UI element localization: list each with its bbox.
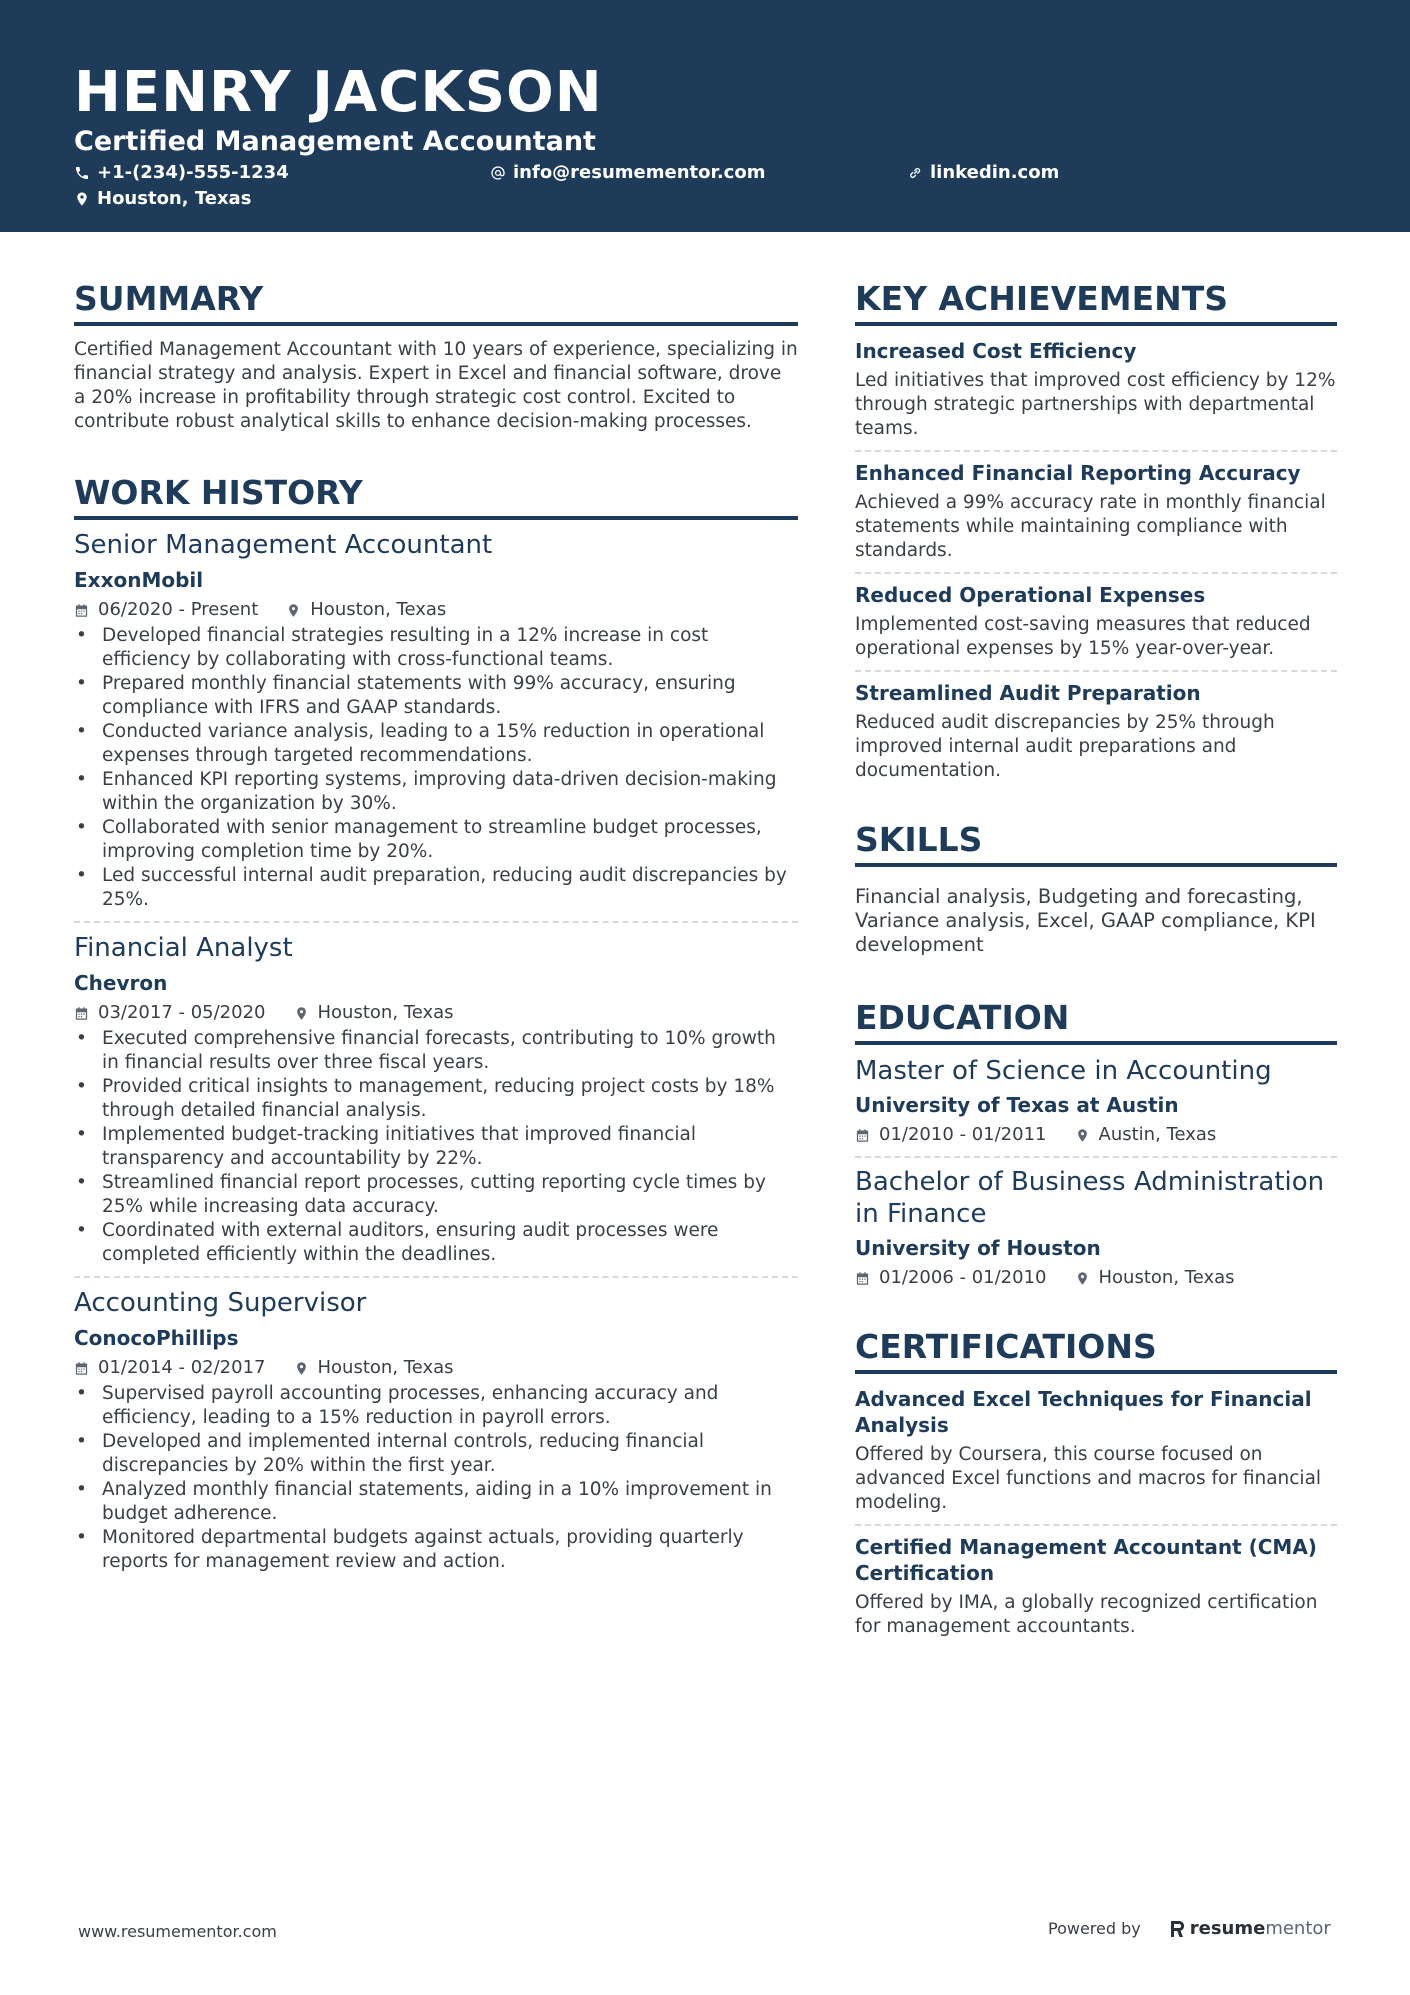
job-company: ExxonMobil bbox=[74, 568, 204, 592]
bullet-item: • Developed and implemented internal controls, reducing financial discrepancies by 20% within the first year. bbox=[74, 1430, 798, 1478]
job-title: Financial Analyst bbox=[74, 933, 293, 963]
job-title: Senior Management Accountant bbox=[74, 530, 493, 560]
job-title: Accounting Supervisor bbox=[74, 1288, 367, 1318]
achievement-title: Enhanced Financial Reporting Accuracy bbox=[855, 461, 1301, 485]
candidate-title: Certified Management Accountant bbox=[74, 126, 596, 157]
skills-text: Financial analysis, Budgeting and forecasting, Variance analysis, Excel, GAAP compliance, KPI development bbox=[855, 885, 1316, 956]
certification-desc: Offered by Coursera, this course focused on advanced Excel functions and macros for financial modeling. bbox=[855, 1444, 1322, 1513]
job-bullets bbox=[74, 1027, 798, 1267]
education-school: University of Houston bbox=[855, 1236, 1101, 1260]
bullet-item: • Implemented budget-tracking initiatives that improved financial transparency and accountability by 22%. bbox=[74, 1123, 798, 1171]
map-pin-icon bbox=[294, 1006, 309, 1021]
job-bullets bbox=[74, 1382, 798, 1574]
education-degree: Bachelor of Business Administration in Finance bbox=[855, 1167, 1325, 1229]
education-location: Austin, Texas bbox=[1098, 1124, 1217, 1145]
job-entry bbox=[74, 931, 798, 1267]
left-column bbox=[74, 278, 798, 1574]
contact-linkedin[interactable] bbox=[907, 160, 1059, 186]
contact-phone[interactable] bbox=[74, 160, 289, 186]
bullet-item: • Led successful internal audit preparation, reducing audit discrepancies by 25%. bbox=[74, 864, 798, 912]
bullet-item: • Coordinated with external auditors, ensuring audit processes were completed efficiently within the deadlines. bbox=[74, 1219, 798, 1267]
education-degree: Master of Science in Accounting bbox=[855, 1056, 1272, 1086]
at-icon bbox=[490, 165, 506, 181]
education-location: Houston, Texas bbox=[1098, 1267, 1235, 1288]
resumementor-logo-icon bbox=[1169, 1920, 1185, 1938]
map-pin-icon bbox=[1075, 1128, 1090, 1143]
job-meta bbox=[74, 598, 798, 622]
certification-item bbox=[855, 1534, 1337, 1639]
bullet-item: • Monitored departmental budgets against actuals, providing quarterly reports for management review and action. bbox=[74, 1526, 798, 1574]
achievement-desc: Reduced audit discrepancies by 25% through improved internal audit preparations and documentation. bbox=[855, 712, 1275, 781]
bullet-item: • Conducted variance analysis, leading to a 15% reduction in operational expenses through targeted recommendations. bbox=[74, 720, 798, 768]
divider bbox=[855, 1156, 1337, 1158]
summary-heading: SUMMARY bbox=[74, 278, 798, 326]
summary-section bbox=[74, 278, 798, 434]
certifications-section bbox=[855, 1326, 1337, 1639]
bullet-item: • Analyzed monthly financial statements, aiding in a 10% improvement in budget adherence. bbox=[74, 1478, 798, 1526]
calendar-icon bbox=[855, 1128, 870, 1143]
summary-text: Certified Management Accountant with 10 years of experience, specializing in financial strategy and analysis. Expert in Excel and financial software, drove a 20% increase in profitability through strategic cost control. Excited to contribute robust analytical skills to enhance decision-making processes. bbox=[74, 339, 798, 432]
achievement-title: Increased Cost Efficiency bbox=[855, 339, 1137, 363]
map-pin-icon bbox=[74, 191, 90, 207]
right-column bbox=[855, 278, 1337, 1639]
job-dates: 03/2017 - 05/2020 bbox=[98, 1002, 266, 1023]
job-dates: 06/2020 - Present bbox=[98, 599, 259, 620]
header bbox=[0, 0, 1410, 232]
achievement-title: Streamlined Audit Preparation bbox=[855, 681, 1201, 705]
location-text: Houston, Texas bbox=[97, 188, 252, 209]
footer-website[interactable]: www.resumementor.com bbox=[78, 1922, 277, 1941]
contact-email[interactable] bbox=[490, 160, 765, 186]
job-bullets bbox=[74, 624, 798, 912]
candidate-name: HENRY JACKSON bbox=[74, 60, 603, 125]
skills-section bbox=[855, 819, 1337, 957]
footer-powered bbox=[1048, 1917, 1331, 1941]
divider bbox=[855, 572, 1337, 574]
bullet-item: • Executed comprehensive financial forecasts, contributing to 10% growth in financial results over three fiscal years. bbox=[74, 1027, 798, 1075]
work-history-section bbox=[74, 472, 798, 1574]
bullet-item: • Streamlined financial report processes, cutting reporting cycle times by 25% while increasing data accuracy. bbox=[74, 1171, 798, 1219]
certification-title: Advanced Excel Techniques for Financial Analysis bbox=[855, 1387, 1312, 1437]
divider bbox=[74, 921, 798, 923]
phone-icon bbox=[74, 165, 90, 181]
job-location: Houston, Texas bbox=[317, 1002, 454, 1023]
bullet-item: • Developed financial strategies resulting in a 12% increase in cost efficiency by collaborating with cross-functional teams. bbox=[74, 624, 798, 672]
job-meta bbox=[74, 1356, 798, 1380]
education-dates: 01/2006 - 01/2010 bbox=[879, 1267, 1047, 1288]
key-achievements-heading: KEY ACHIEVEMENTS bbox=[855, 278, 1337, 326]
job-entry bbox=[74, 1286, 798, 1574]
map-pin-icon bbox=[286, 603, 301, 618]
skills-heading: SKILLS bbox=[855, 819, 1337, 867]
calendar-icon bbox=[74, 603, 89, 618]
education-section bbox=[855, 997, 1337, 1290]
linkedin-text: linkedin.com bbox=[930, 162, 1060, 183]
job-company: ConocoPhillips bbox=[74, 1326, 239, 1350]
bullet-item: • Collaborated with senior management to streamline budget processes, improving completion time by 20%. bbox=[74, 816, 798, 864]
email-text: info@resumementor.com bbox=[513, 162, 766, 183]
bullet-item: • Provided critical insights to management, reducing project costs by 18% through detailed financial analysis. bbox=[74, 1075, 798, 1123]
divider bbox=[855, 450, 1337, 452]
key-achievements-section bbox=[855, 278, 1337, 783]
job-entry bbox=[74, 528, 798, 912]
brand-light: mentor bbox=[1265, 1918, 1331, 1939]
achievement-title: Reduced Operational Expenses bbox=[855, 583, 1206, 607]
certification-desc: Offered by IMA, a globally recognized certification for management accountants. bbox=[855, 1592, 1318, 1637]
bullet-item: • Prepared monthly financial statements with 99% accuracy, ensuring compliance with IFRS and GAAP standards. bbox=[74, 672, 798, 720]
contact-location bbox=[74, 186, 251, 212]
achievement-item bbox=[855, 582, 1337, 661]
calendar-icon bbox=[74, 1361, 89, 1376]
education-dates: 01/2010 - 01/2011 bbox=[879, 1124, 1047, 1145]
brand-logo[interactable] bbox=[1169, 1917, 1331, 1941]
achievement-desc: Achieved a 99% accuracy rate in monthly financial statements while maintaining compliance with standards. bbox=[855, 492, 1326, 561]
job-company: Chevron bbox=[74, 971, 168, 995]
achievement-item bbox=[855, 460, 1337, 563]
divider bbox=[855, 1524, 1337, 1526]
work-history-heading: WORK HISTORY bbox=[74, 472, 798, 520]
map-pin-icon bbox=[1075, 1271, 1090, 1286]
education-item bbox=[855, 1055, 1337, 1147]
education-school: University of Texas at Austin bbox=[855, 1093, 1179, 1117]
bullet-item: • Supervised payroll accounting processes, enhancing accuracy and efficiency, leading to a 15% reduction in payroll errors. bbox=[74, 1382, 798, 1430]
job-meta bbox=[74, 1001, 798, 1025]
calendar-icon bbox=[855, 1271, 870, 1286]
job-location: Houston, Texas bbox=[310, 599, 447, 620]
link-icon bbox=[907, 165, 923, 181]
job-dates: 01/2014 - 02/2017 bbox=[98, 1357, 266, 1378]
education-item bbox=[855, 1166, 1337, 1290]
achievement-desc: Led initiatives that improved cost efficiency by 12% through strategic partnerships with departmental teams. bbox=[855, 370, 1336, 439]
calendar-icon bbox=[74, 1006, 89, 1021]
certification-title: Certified Management Accountant (CMA) Certification bbox=[855, 1535, 1317, 1585]
divider bbox=[74, 1276, 798, 1278]
education-meta bbox=[855, 1123, 1337, 1147]
phone-text: +1-(234)-555-1234 bbox=[97, 162, 289, 183]
achievement-item bbox=[855, 680, 1337, 783]
divider bbox=[855, 670, 1337, 672]
certification-item bbox=[855, 1386, 1337, 1515]
achievement-item bbox=[855, 338, 1337, 441]
map-pin-icon bbox=[294, 1361, 309, 1376]
brand-bold: resume bbox=[1189, 1918, 1266, 1939]
powered-by-label: Powered by bbox=[1048, 1919, 1141, 1938]
education-meta bbox=[855, 1266, 1337, 1290]
education-heading: EDUCATION bbox=[855, 997, 1337, 1045]
job-location: Houston, Texas bbox=[317, 1357, 454, 1378]
achievement-desc: Implemented cost-saving measures that reduced operational expenses by 15% year-over-year. bbox=[855, 614, 1311, 659]
certifications-heading: CERTIFICATIONS bbox=[855, 1326, 1337, 1374]
bullet-item: • Enhanced KPI reporting systems, improving data-driven decision-making within the organization by 30%. bbox=[74, 768, 798, 816]
